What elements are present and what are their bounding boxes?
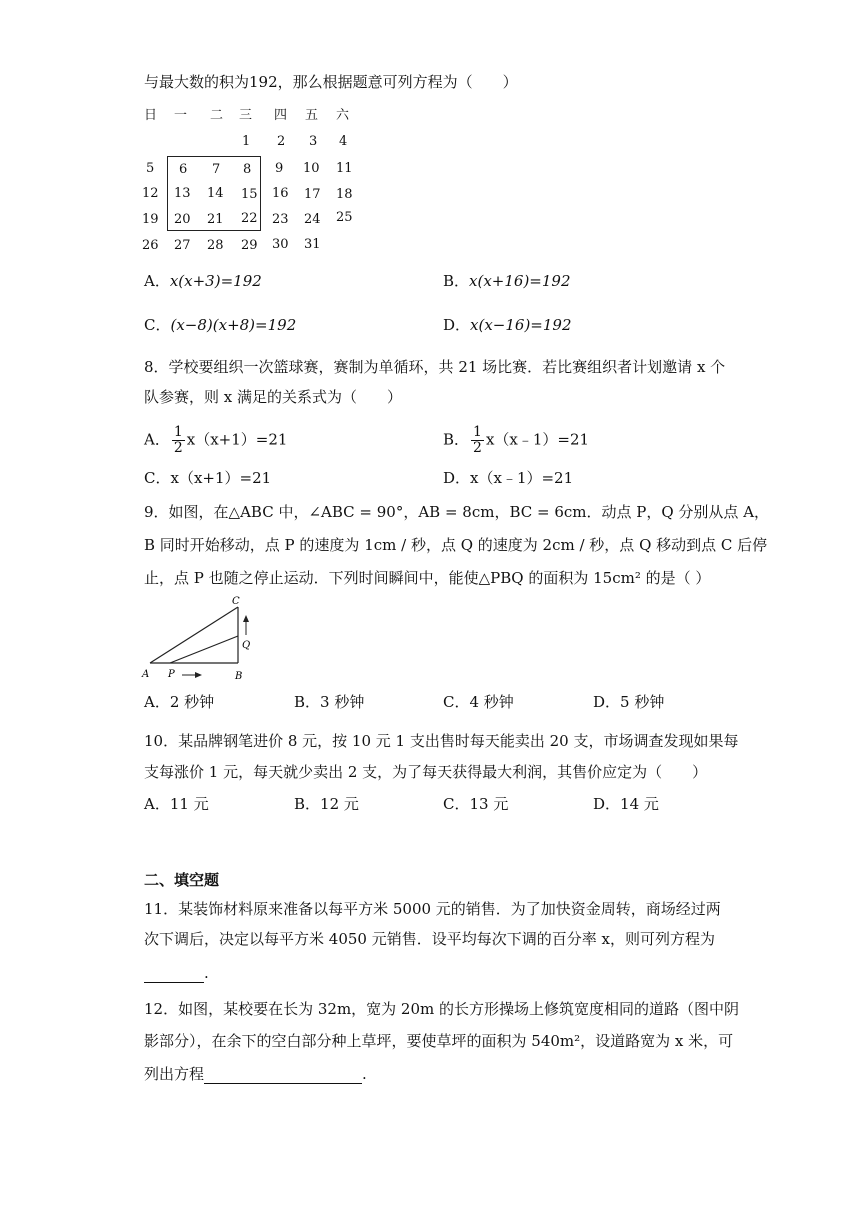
q8-line-2: 队参赛，则 x 满足的关系式为（ ） xyxy=(144,388,402,406)
fraction-numerator: 1 xyxy=(473,424,482,440)
answer-blank[interactable] xyxy=(204,1067,362,1084)
calendar-day: 30 xyxy=(272,237,289,252)
calendar-day: 4 xyxy=(339,134,348,149)
calendar-day: 21 xyxy=(207,212,224,227)
q12-line-1: 12．如图，某校要在长为 32m，宽为 20m 的长方形操场上修筑宽度相同的道路（图中阴 xyxy=(144,1000,740,1018)
fraction xyxy=(471,425,484,456)
q10-option-d[interactable]: D．14 元 xyxy=(593,795,659,813)
q7-stem-tail: 与最大数的积为192，那么根据题意可列方程为（ ） xyxy=(144,73,518,91)
section-title: 二、填空题 xyxy=(144,871,220,889)
q7-option-b[interactable] xyxy=(443,271,571,291)
q9-option-b[interactable]: B．3 秒钟 xyxy=(294,693,365,711)
calendar-day: 7 xyxy=(212,162,221,177)
calendar-day: 22 xyxy=(241,211,258,226)
calendar-day: 8 xyxy=(243,162,252,177)
triangle-figure xyxy=(140,595,260,685)
calendar-day: 12 xyxy=(142,186,159,201)
option-label: B． xyxy=(443,430,470,449)
option-label: A． xyxy=(144,430,170,449)
answer-blank[interactable] xyxy=(144,966,204,983)
weekday: 二 xyxy=(210,108,224,123)
weekday: 四 xyxy=(274,108,288,123)
option-label: C． xyxy=(144,316,171,334)
calendar-day: 10 xyxy=(303,161,320,176)
q11-period: . xyxy=(204,964,209,982)
calendar-day: 13 xyxy=(174,186,191,201)
calendar-day: 19 xyxy=(142,212,159,227)
q11-answer-line xyxy=(144,963,209,983)
weekday: 五 xyxy=(305,108,319,123)
q12-lead: 列出方程 xyxy=(144,1065,205,1083)
calendar-day: 15 xyxy=(241,187,258,202)
calendar-day: 26 xyxy=(142,238,159,253)
option-label: C． xyxy=(144,469,171,487)
option-expr: x(x−16)=192 xyxy=(470,316,572,334)
label-b: B xyxy=(235,671,243,682)
weekday: 日 xyxy=(144,108,158,123)
calendar-day: 20 xyxy=(174,212,191,227)
calendar-day: 14 xyxy=(207,186,224,201)
calendar-day: 31 xyxy=(304,237,321,252)
label-q: Q xyxy=(242,640,251,651)
q12-line-2: 影部分），在余下的空白部分种上草坪，要使草坪的面积为 540m²，设道路宽为 x 米，可 xyxy=(144,1032,734,1050)
option-expr: (x−8)(x+8)=192 xyxy=(170,316,297,334)
weekday: 六 xyxy=(336,108,350,123)
weekday: 一 xyxy=(174,108,188,123)
option-label: A． xyxy=(144,272,170,290)
q10-option-c[interactable]: C．13 元 xyxy=(443,795,509,813)
q7-option-d[interactable] xyxy=(443,315,572,335)
option-expr: x（x+1）=21 xyxy=(170,469,272,487)
label-p: P xyxy=(168,669,175,680)
calendar-selection-box xyxy=(167,156,261,231)
calendar-day: 17 xyxy=(304,187,321,202)
fraction-denominator: 2 xyxy=(173,440,183,456)
q7-option-a[interactable] xyxy=(144,271,262,291)
q8-option-b[interactable] xyxy=(443,425,589,456)
q8-option-d[interactable] xyxy=(443,468,573,488)
option-expr: x(x+3)=192 xyxy=(169,272,262,290)
calendar-day: 11 xyxy=(336,161,353,176)
q7-option-c[interactable] xyxy=(144,315,296,335)
q8-line-1: 8．学校要组织一次篮球赛，赛制为单循环，共 21 场比赛．若比赛组织者计划邀请 x 个 xyxy=(144,358,726,376)
calendar-day: 3 xyxy=(309,134,318,149)
calendar-day: 29 xyxy=(241,238,258,253)
calendar-day: 24 xyxy=(304,212,321,227)
fraction xyxy=(172,425,185,456)
calendar-day: 25 xyxy=(336,210,353,225)
calendar-day: 16 xyxy=(272,186,289,201)
option-expr: x（x﹣1）=21 xyxy=(485,430,590,449)
option-expr: x（x+1）=21 xyxy=(186,430,288,449)
q8-option-a[interactable] xyxy=(144,425,287,456)
q11-line-2: 次下调后，决定以每平方米 4050 元销售．设平均每次下调的百分率 x，则可列方程为 xyxy=(144,930,715,948)
label-c: C xyxy=(232,596,240,607)
calendar-day: 18 xyxy=(336,187,353,202)
option-expr: x(x+16)=192 xyxy=(469,272,571,290)
q10-option-a[interactable]: A．11 元 xyxy=(144,795,209,813)
q11-line-1: 11．某装饰材料原来准备以每平方米 5000 元的销售．为了加快资金周转，商场经过两 xyxy=(144,900,721,918)
calendar-day: 1 xyxy=(242,134,251,149)
q12-answer-line xyxy=(144,1064,367,1084)
calendar-day: 5 xyxy=(146,161,155,176)
q9-line-1: 9．如图，在△ABC 中，∠ABC = 90°，AB = 8cm，BC = 6cm．动点 P，Q 分别从点 A， xyxy=(144,503,770,521)
calendar-day: 28 xyxy=(207,238,224,253)
calendar-day: 27 xyxy=(174,238,191,253)
q9-option-d[interactable]: D．5 秒钟 xyxy=(593,693,665,711)
calendar-day: 6 xyxy=(179,162,188,177)
option-label: D． xyxy=(443,469,471,487)
q9-option-c[interactable]: C．4 秒钟 xyxy=(443,693,514,711)
option-label: B． xyxy=(443,272,470,290)
calendar-day: 9 xyxy=(275,161,284,176)
label-a: A xyxy=(142,669,150,680)
fraction-numerator: 1 xyxy=(173,424,183,440)
q9-line-3: 止，点 P 也随之停止运动．下列时间瞬间中，能使△PBQ 的面积为 15cm² 的是（ ） xyxy=(144,569,711,587)
option-expr: x（x﹣1）=21 xyxy=(470,469,574,487)
calendar-day: 23 xyxy=(272,212,289,227)
q10-line-2: 支每涨价 1 元，每天就少卖出 2 支，为了每天获得最大利润，其售价应定为（ ） xyxy=(144,763,708,781)
q9-option-a[interactable]: A．2 秒钟 xyxy=(144,693,215,711)
option-label: D． xyxy=(443,316,471,334)
weekday: 三 xyxy=(239,108,253,123)
q12-period: . xyxy=(362,1065,367,1083)
q9-line-2: B 同时开始移动，点 P 的速度为 1cm / 秒，点 Q 的速度为 2cm / 秒，点 Q 移动到点 C 后停 xyxy=(144,536,768,554)
q10-option-b[interactable]: B．12 元 xyxy=(294,795,359,813)
q8-option-c[interactable] xyxy=(144,468,271,488)
calendar-day: 2 xyxy=(277,134,286,149)
q10-line-1: 10．某品牌钢笔进价 8 元，按 10 元 1 支出售时每天能卖出 20 支，市场调查发现如果每 xyxy=(144,732,739,750)
fraction-denominator: 2 xyxy=(473,440,482,456)
